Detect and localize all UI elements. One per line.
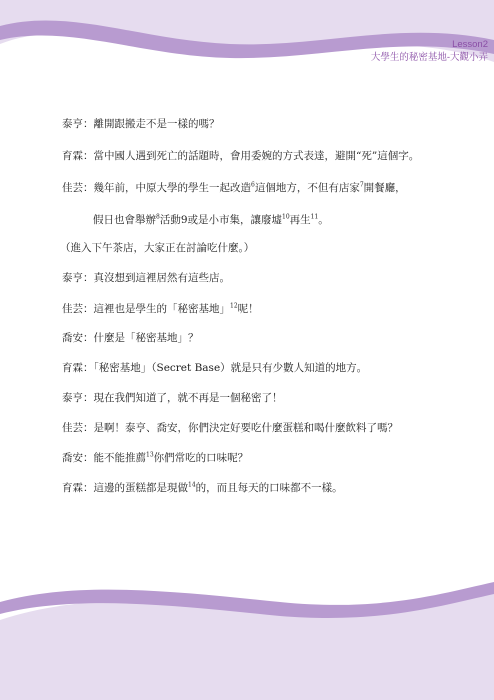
footnote-mark: 10: [282, 213, 290, 221]
speaker: 佳芸: [62, 303, 83, 315]
footnote-mark: 12: [230, 302, 238, 310]
line-text: 假日也會舉辦: [93, 214, 156, 226]
dialogue-line: 育霖：「秘密基地」（Secret Base）就是只有少數人知道的地方。: [62, 362, 368, 374]
lesson-number: Lesson2: [452, 39, 488, 50]
dialogue-line: 育霖：當中國人遇到死亡的話題時，會用委婉的方式表達，避開“死”這個字。: [62, 150, 420, 162]
speaker: 泰亨: [62, 272, 83, 284]
line-text: 再生: [289, 214, 311, 226]
dialogue-line: 喬安：什麼是「秘密基地」？: [62, 332, 199, 344]
dialogue-line: 泰亨：真沒想到這裡居然有這些店。: [62, 272, 230, 284]
footnote-mark: 13: [146, 451, 154, 459]
speaker: 泰亨: [62, 392, 83, 404]
line-text: 這邊的蛋糕都是現做: [93, 482, 188, 494]
dialogue-line: 佳芸：是啊！泰亨、喬安，你們決定好要吃什麼蛋糕和喝什麼飲料了嗎？: [62, 422, 398, 434]
speaker: 育霖: [62, 482, 83, 494]
footnote-mark: 6: [251, 181, 255, 189]
line-text: 活動9或是小市集，讓廢墟: [159, 214, 283, 226]
line-text: 這個地方，不但有店家: [254, 182, 360, 194]
footnote-mark: 14: [188, 481, 196, 489]
speaker: 泰亨: [62, 118, 83, 130]
line-text: （進入下午茶店，大家正在討論吃什麼。）: [60, 242, 255, 254]
dialogue-line: 育霖：這邊的蛋糕都是現做$^{14}$的，而且每天的口味都不一樣。: [62, 481, 343, 494]
footnote-mark: 11: [310, 213, 319, 221]
dialogue-line: 泰亨：現在我們知道了，就不再是一個秘密了！: [62, 392, 283, 404]
speaker: 喬安: [62, 452, 83, 464]
lesson-header: [371, 38, 488, 64]
dialogue-line-continued: [93, 212, 329, 227]
line-text: 什麼是「秘密基地」？: [93, 332, 199, 344]
line-text: 「秘密基地」（Secret Base）就是只有少數人知道的地方。: [93, 362, 368, 374]
footer-wave-decoration: [0, 580, 494, 700]
speaker: 佳芸: [62, 422, 83, 434]
speaker: 育霖: [62, 362, 83, 374]
line-text: 真沒想到這裡居然有這些店。: [93, 272, 230, 284]
dialogue-line: 喬安：能不能推薦$^{13}$你們常吃的口味呢？: [62, 451, 249, 464]
dialogue-line: 佳芸：幾年前，中原大學的學生一起改造$^6$這個地方，不但有店家$^7$開餐廳，: [62, 181, 406, 194]
line-text: 能不能推薦: [93, 452, 146, 464]
line-text: 呢！: [237, 303, 259, 315]
dialogue-line: 佳芸：這裡也是學生的「秘密基地」$^{12}$呢！: [62, 302, 259, 315]
speaker: 佳芸: [62, 182, 83, 194]
line-text: 你們常吃的口味呢？: [153, 452, 249, 464]
footnote-mark: 7: [359, 181, 364, 189]
line-text: 。: [318, 214, 329, 226]
line-text: 這裡也是學生的「秘密基地」: [93, 303, 230, 315]
line-text: 開餐廳，: [363, 182, 406, 194]
line-text: 的，而且每天的口味都不一樣。: [195, 482, 343, 494]
line-text: 現在我們知道了，就不再是一個秘密了！: [93, 392, 283, 404]
speaker: 育霖: [62, 150, 83, 162]
stage-direction: [60, 240, 254, 255]
footnote-mark: 8: [156, 213, 160, 221]
dialogue-line: 泰亨：離開跟搬走不是一樣的嗎？: [62, 118, 220, 130]
lesson-subtitle: 大學生的秘密基地-大觀小弄: [370, 52, 488, 63]
line-text: 當中國人遇到死亡的話題時，會用委婉的方式表達，避開“死”這個字。: [93, 150, 420, 162]
line-text: 幾年前，中原大學的學生一起改造: [93, 182, 251, 194]
speaker: 喬安: [62, 332, 83, 344]
line-text: 是啊！泰亨、喬安，你們決定好要吃什麼蛋糕和喝什麼飲料了嗎？: [93, 422, 398, 434]
line-text: 離開跟搬走不是一樣的嗎？: [93, 118, 220, 130]
